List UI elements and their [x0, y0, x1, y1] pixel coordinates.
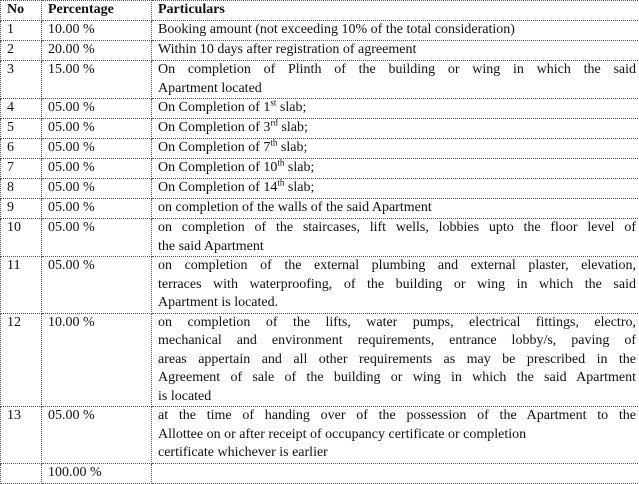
row-percentage: 05.00 % [42, 407, 152, 464]
row-number: 2 [1, 41, 42, 61]
row-number: 9 [1, 199, 42, 219]
slab-text: slab; [284, 160, 314, 175]
row-particulars [152, 99, 639, 119]
table-row [1, 199, 639, 219]
slab-text: slab; [278, 120, 308, 135]
row-percentage: 05.00 % [42, 199, 152, 219]
row-percentage: 05.00 % [42, 119, 152, 139]
header-row [1, 1, 639, 21]
row-percentage: 05.00 % [42, 159, 152, 179]
table-row [1, 313, 639, 407]
particulars-line: Agreement of sale of the building or wing in which the said Apartment [158, 369, 636, 388]
row-percentage: 20.00 % [42, 41, 152, 61]
row-particulars [152, 313, 639, 407]
total-number [1, 463, 42, 483]
particulars-line: the said Apartment [158, 238, 636, 257]
row-particulars [152, 41, 639, 61]
row-percentage: 10.00 % [42, 313, 152, 407]
slab-text: On Completion of 10 [158, 160, 277, 175]
particulars-line: Within 10 days after registration of agreement [158, 41, 636, 60]
row-percentage: 10.00 % [42, 21, 152, 41]
slab-text: slab; [277, 140, 307, 155]
table-row [1, 139, 639, 159]
particulars-line: Apartment is located. [158, 294, 636, 313]
row-number: 13 [1, 407, 42, 464]
row-percentage: 05.00 % [42, 139, 152, 159]
particulars-line: On completion of Plinth of the building or wing in which the said [158, 61, 636, 80]
row-percentage: 05.00 % [42, 179, 152, 199]
row-particulars [152, 21, 639, 41]
row-number: 1 [1, 21, 42, 41]
particulars-line: certificate whichever is earlier [158, 444, 636, 463]
slab-text: slab; [284, 180, 314, 195]
total-row [1, 463, 639, 483]
row-particulars [152, 407, 639, 464]
row-particulars [152, 219, 639, 257]
total-particulars [152, 463, 639, 483]
table-row [1, 219, 639, 257]
particulars-line: terraces with waterproofing, of the building or wing in which the said [158, 276, 636, 295]
table-row [1, 41, 639, 61]
row-number: 12 [1, 313, 42, 407]
particulars-line: mechanical and environment requirements, entrance lobby/s, paving of [158, 332, 636, 351]
slab-text: On Completion of 14 [158, 180, 277, 195]
particulars-line: is located [158, 388, 636, 407]
row-particulars [152, 119, 639, 139]
header-particulars: Particulars [152, 1, 639, 21]
row-number: 8 [1, 179, 42, 199]
total-percentage: 100.00 % [42, 463, 152, 483]
particulars-line: on completion of the lifts, water pumps, electrical fittings, electro, [158, 314, 636, 333]
table-row [1, 179, 639, 199]
slab-text: On Completion of 7 [158, 140, 270, 155]
row-number: 10 [1, 219, 42, 257]
slab-text: slab; [276, 100, 306, 115]
header-no: No [1, 1, 42, 21]
table-row [1, 61, 639, 99]
particulars-line: Apartment located [158, 80, 636, 99]
row-number: 7 [1, 159, 42, 179]
particulars-line: at the time of handing over of the possession of the Apartment to the [158, 407, 636, 426]
particulars-line: on completion of the walls of the said Apartment [158, 199, 636, 218]
table-row [1, 21, 639, 41]
row-particulars [152, 257, 639, 314]
row-percentage: 15.00 % [42, 61, 152, 99]
slab-text: On Completion of 3 [158, 120, 270, 135]
particulars-line: Allottee on or after receipt of occupancy certificate or completion [158, 426, 636, 445]
slab-ordinal-suffix: th [277, 179, 284, 188]
particulars-line: on completion of the staircases, lift wells, lobbies upto the floor level of [158, 219, 636, 238]
slab-ordinal-suffix: th [270, 139, 277, 148]
table-row [1, 257, 639, 314]
particulars-line: Booking amount (not exceeding 10% of the total consideration) [158, 21, 636, 40]
row-particulars [152, 61, 639, 99]
particulars-line: on completion of the external plumbing and external plaster, elevation, [158, 257, 636, 276]
row-particulars [152, 199, 639, 219]
row-particulars [152, 179, 639, 199]
table-row [1, 119, 639, 139]
table-row [1, 407, 639, 464]
header-percentage: Percentage [42, 1, 152, 21]
slab-ordinal-suffix: th [277, 159, 284, 168]
slab-ordinal-suffix: rd [270, 119, 278, 128]
slab-ordinal-suffix: st [270, 99, 276, 108]
row-number: 11 [1, 257, 42, 314]
row-number: 6 [1, 139, 42, 159]
particulars-line: areas appertain and all other requirements as may be prescribed in the [158, 351, 636, 370]
row-number: 5 [1, 119, 42, 139]
table-row [1, 159, 639, 179]
row-particulars [152, 159, 639, 179]
table-row [1, 99, 639, 119]
row-number: 4 [1, 99, 42, 119]
row-particulars [152, 139, 639, 159]
row-percentage: 05.00 % [42, 219, 152, 257]
row-percentage: 05.00 % [42, 257, 152, 314]
row-number: 3 [1, 61, 42, 99]
row-percentage: 05.00 % [42, 99, 152, 119]
slab-text: On Completion of 1 [158, 100, 270, 115]
